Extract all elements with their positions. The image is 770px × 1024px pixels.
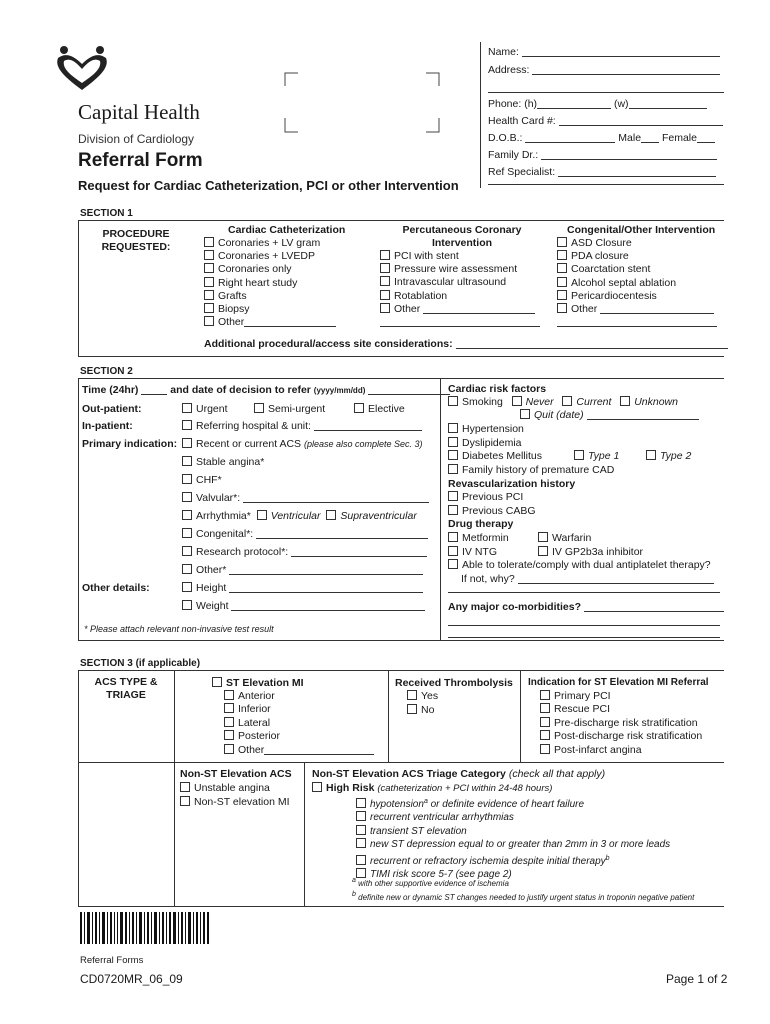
prev-pci-option[interactable]: Previous PCI bbox=[448, 491, 523, 503]
cath-options bbox=[204, 237, 336, 329]
cath-option[interactable]: Biopsy bbox=[204, 303, 336, 316]
thrombolysis-no[interactable]: No bbox=[407, 704, 434, 716]
quit-date-field[interactable]: Quit (date) bbox=[520, 409, 699, 421]
dob-field[interactable]: D.O.B.: Male Female bbox=[488, 132, 715, 144]
page-number: Page 1 of 2 bbox=[666, 972, 728, 986]
section1-title: SECTION 1 bbox=[80, 208, 133, 219]
congenital-option[interactable]: Alcohol septal ablation bbox=[557, 277, 714, 290]
barcode bbox=[80, 912, 210, 944]
label-placement-corners bbox=[284, 72, 440, 134]
outpatient-label: Out-patient: bbox=[82, 403, 142, 415]
acs-type-label: ACS TYPE & TRIAGE bbox=[94, 676, 158, 701]
stemi-location-other[interactable]: Other bbox=[224, 744, 374, 757]
section2-footnote: * Please attach relevant non-invasive test result bbox=[84, 624, 274, 634]
stemi-indication-title: Indication for ST Elevation MI Referral bbox=[528, 677, 709, 688]
semi-urgent-option[interactable]: Semi-urgent bbox=[254, 403, 325, 415]
comorbidities-field[interactable]: Any major co-morbidities? bbox=[448, 601, 724, 613]
pci-options bbox=[380, 250, 535, 316]
referring-hospital-field[interactable]: Referring hospital & unit: bbox=[182, 420, 422, 432]
procedure-label: PROCEDURE REQUESTED: bbox=[101, 228, 171, 253]
cath-option[interactable]: Right heart study bbox=[204, 277, 336, 290]
type1-option[interactable]: Type 1 bbox=[574, 450, 619, 462]
risk-factors-title: Cardiac risk factors bbox=[448, 383, 547, 395]
smoking-row[interactable]: Smoking Never Current Unknown bbox=[448, 396, 678, 408]
capital-health-logo bbox=[52, 42, 112, 94]
name-field[interactable]: Name: bbox=[488, 46, 720, 58]
footnote-b: b definite new or dynamic ST changes needed to justify urgent status in troponin negative patient bbox=[352, 891, 695, 902]
form-title: Referral Form bbox=[78, 150, 203, 171]
phone-field[interactable]: Phone: (h) (w) bbox=[488, 98, 707, 110]
unstable-angina-option[interactable]: Unstable angina bbox=[180, 782, 270, 794]
criterion-option[interactable]: transient ST elevation bbox=[356, 825, 670, 838]
congenital-header: Congenital/Other Intervention bbox=[567, 224, 716, 236]
thrombolysis-yes[interactable]: Yes bbox=[407, 690, 438, 702]
valvular-option[interactable]: Valvular*: bbox=[182, 492, 429, 504]
metformin-option[interactable]: Metformin bbox=[448, 532, 509, 544]
criterion-option[interactable]: recurrent or refractory ischemia despite initial therapy$^b$ bbox=[356, 852, 670, 868]
urgent-option[interactable]: Urgent bbox=[182, 403, 228, 415]
criterion-option[interactable]: new ST depression equal to or greater than 2mm in 3 or more leads bbox=[356, 838, 670, 851]
other-details-label: Other details: bbox=[82, 582, 150, 594]
high-risk-option[interactable]: High Risk (catheterization + PCI within 24-48 hours) bbox=[312, 782, 552, 794]
indication-option[interactable]: Post-infarct angina bbox=[540, 744, 702, 757]
other-option-s2[interactable]: Other* bbox=[182, 564, 423, 576]
congenital-option-s2[interactable]: Congenital*: bbox=[182, 528, 428, 540]
pci-option[interactable]: PCI with stent bbox=[380, 250, 535, 263]
primary-indication-label: Primary indication: bbox=[82, 438, 178, 450]
cath-option[interactable]: Grafts bbox=[204, 290, 336, 303]
inpatient-label: In-patient: bbox=[82, 420, 133, 432]
stemi-locations bbox=[224, 690, 374, 757]
pci-option[interactable]: Rotablation bbox=[380, 290, 535, 303]
chf-option[interactable]: CHF* bbox=[182, 474, 222, 486]
form-subtitle: Request for Cardiac Catheterization, PCI or other Intervention bbox=[78, 178, 459, 193]
criterion-option[interactable]: hypotension$^a$ or definite evidence of heart failure bbox=[356, 795, 670, 811]
acs-option[interactable]: Recent or current ACS (please also complete Sec. 3) bbox=[182, 438, 423, 450]
additional-considerations[interactable]: Additional procedural/access site considerations: bbox=[204, 338, 728, 350]
stemi-option[interactable]: ST Elevation MI bbox=[212, 677, 304, 689]
dyslipidemia-option[interactable]: Dyslipidemia bbox=[448, 437, 522, 449]
cath-option[interactable]: Coronaries + LV gram bbox=[204, 237, 336, 250]
pci-option[interactable]: Pressure wire assessment bbox=[380, 263, 535, 276]
pci-option-other[interactable]: Other bbox=[380, 303, 535, 316]
if-not-why-field[interactable]: If not, why? bbox=[461, 573, 714, 585]
indication-option[interactable]: Rescue PCI bbox=[540, 703, 702, 716]
type2-option[interactable]: Type 2 bbox=[646, 450, 691, 462]
section2-title: SECTION 2 bbox=[80, 366, 133, 377]
pci-header: Percutaneous Coronary Intervention bbox=[402, 224, 522, 249]
nstemi-option[interactable]: Non-ST elevation MI bbox=[180, 796, 290, 808]
stemi-location-option[interactable]: Posterior bbox=[224, 730, 374, 743]
pci-option[interactable]: Intravascular ultrasound bbox=[380, 276, 535, 289]
iv-gp-option[interactable]: IV GP2b3a inhibitor bbox=[538, 546, 643, 558]
weight-field[interactable]: Weight bbox=[182, 600, 425, 612]
address-field[interactable]: Address: bbox=[488, 64, 720, 76]
arrhythmia-option[interactable]: Arrhythmia* Ventricular Supraventricular bbox=[182, 510, 417, 522]
stable-angina-option[interactable]: Stable angina* bbox=[182, 456, 264, 468]
antiplatelet-option[interactable]: Able to tolerate/comply with dual antiplatelet therapy? bbox=[448, 559, 711, 571]
barcode-caption: Referral Forms bbox=[80, 955, 144, 966]
family-history-option[interactable]: Family history of premature CAD bbox=[448, 464, 614, 476]
revasc-title: Revascularization history bbox=[448, 478, 576, 490]
congenital-option-other[interactable]: Other bbox=[557, 303, 714, 316]
iv-ntg-option[interactable]: IV NTG bbox=[448, 546, 497, 558]
decision-time-field[interactable]: Time (24hr) and date of decision to refer (yyyy/mm/dd) bbox=[82, 384, 450, 396]
congenital-option[interactable]: ASD Closure bbox=[557, 237, 714, 250]
family-dr-field[interactable]: Family Dr.: bbox=[488, 149, 717, 161]
high-risk-criteria bbox=[356, 795, 670, 881]
congenital-option[interactable]: Pericardiocentesis bbox=[557, 290, 714, 303]
elective-option[interactable]: Elective bbox=[354, 403, 405, 415]
section3-title: SECTION 3 (if applicable) bbox=[80, 658, 201, 669]
cath-option-other[interactable]: Other bbox=[204, 316, 336, 329]
thrombolysis-title: Received Thrombolysis bbox=[395, 677, 513, 689]
cath-option[interactable]: Coronaries only bbox=[204, 263, 336, 276]
division-name: Division of Cardiology bbox=[78, 132, 195, 146]
indication-option[interactable]: Primary PCI bbox=[540, 690, 702, 703]
footnote-a: a with other supportive evidence of ischemia bbox=[352, 877, 509, 888]
hypertension-option[interactable]: Hypertension bbox=[448, 423, 524, 435]
indication-option[interactable]: Pre-discharge risk stratification bbox=[540, 717, 702, 730]
stemi-location-option[interactable]: Anterior bbox=[224, 690, 374, 703]
nste-title: Non-ST Elevation ACS bbox=[180, 768, 292, 780]
triage-title: Non-ST Elevation ACS Triage Category (check all that apply) bbox=[312, 768, 606, 780]
indication-option[interactable]: Post-discharge risk stratification bbox=[540, 730, 702, 743]
height-field[interactable]: Height bbox=[182, 582, 423, 594]
stemi-location-option[interactable]: Inferior bbox=[224, 703, 374, 716]
form-code: CD0720MR_06_09 bbox=[80, 972, 183, 986]
research-option[interactable]: Research protocol*: bbox=[182, 546, 427, 558]
congenital-option[interactable]: PDA closure bbox=[557, 250, 714, 263]
diabetes-option[interactable]: Diabetes Mellitus bbox=[448, 450, 542, 462]
cath-header: Cardiac Catheterization bbox=[228, 224, 346, 236]
criterion-option[interactable]: TIMI risk score 5-7 (see page 2) bbox=[356, 868, 670, 881]
drug-therapy-title: Drug therapy bbox=[448, 518, 514, 530]
warfarin-option[interactable]: Warfarin bbox=[538, 532, 591, 544]
stemi-indications bbox=[540, 690, 702, 757]
cath-option[interactable]: Coronaries + LVEDP bbox=[204, 250, 336, 263]
criterion-option[interactable]: recurrent ventricular arrhythmias bbox=[356, 811, 670, 824]
stemi-location-option[interactable]: Lateral bbox=[224, 717, 374, 730]
org-name: Capital Health bbox=[78, 100, 200, 124]
ref-specialist-field[interactable]: Ref Specialist: bbox=[488, 166, 716, 178]
health-card-field[interactable]: Health Card #: bbox=[488, 115, 723, 127]
congenital-options bbox=[557, 237, 714, 316]
prev-cabg-option[interactable]: Previous CABG bbox=[448, 505, 536, 517]
congenital-option[interactable]: Coarctation stent bbox=[557, 263, 714, 276]
